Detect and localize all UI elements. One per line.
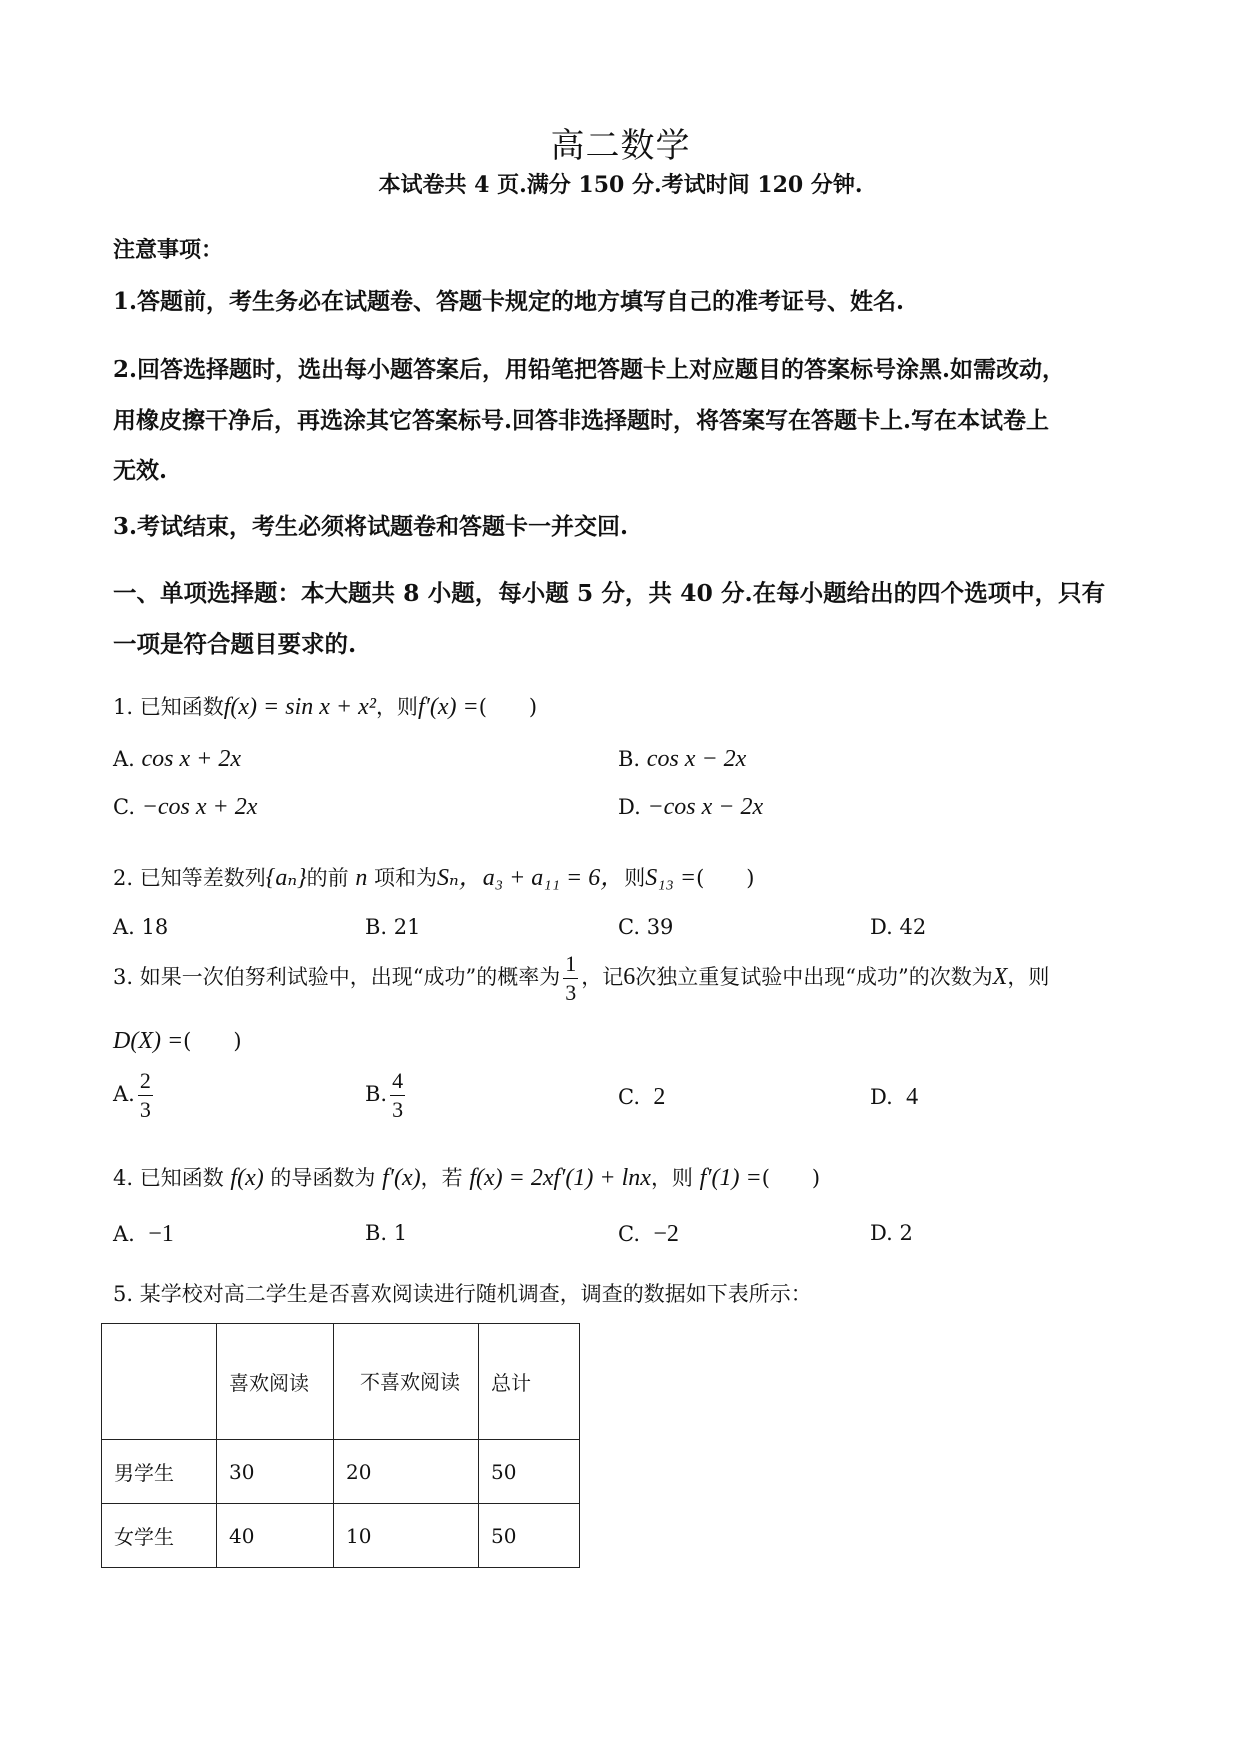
question-text: 的前 [306,866,349,890]
question-text: ，则 [375,695,418,719]
table-cell: 男学生 [102,1440,217,1504]
option-text: −1 [148,1221,174,1247]
question-text: 如果一次伯努利试验中，出现“成功”的概率为 [139,965,561,989]
option-text: −cos x + 2x [141,794,258,820]
option-letter: B. [365,915,388,939]
math-expression: Sₙ， [437,865,483,891]
question-number: 4. [113,1166,134,1190]
question-2 [113,857,754,892]
option-letter: D. [870,1085,893,1109]
fraction [138,1070,153,1121]
question-text: ，则 [650,1166,693,1190]
numerator: 1 [563,953,578,979]
table-cell: 10 [334,1504,479,1568]
option-text: 1 [393,1221,408,1245]
table-cell: 30 [217,1440,334,1504]
q3-option-a [113,1070,156,1121]
denominator: 3 [565,980,577,1005]
numerator: 2 [138,1070,153,1096]
option-letter: D. [870,1221,893,1245]
question-text: 已知函数 [139,695,224,719]
option-text: 42 [899,915,927,939]
section-heading-line-2: 一项是符合题目要求的. [113,630,357,658]
math-expression: f(x) = 2xf′(1) + lnx [469,1165,651,1191]
notice-item-1: 1.答题前，考生务必在试题卷、答题卡规定的地方填写自己的准考证号、姓名. [113,288,905,315]
option-letter: D. [870,915,893,939]
denominator: 3 [139,1097,151,1122]
notice-item-3: 3.考试结束，考生必须将试题卷和答题卡一并交回. [113,513,629,540]
denominator: 3 [392,1097,404,1122]
option-letter: B. [365,1082,388,1106]
question-text: 的导函数为 [270,1166,376,1190]
question-3-line-2 [113,1025,242,1055]
q2-option-c [618,915,673,939]
question-number: 1. [113,695,134,719]
q4-option-b [365,1221,407,1245]
answer-paren: ( ) [478,695,538,719]
math-expression: f′(x) = [417,694,479,720]
option-text: 21 [393,915,421,939]
table-cell: 40 [217,1504,334,1568]
option-text: −2 [653,1221,679,1247]
option-text: −cos x − 2x [647,794,764,820]
option-letter: C. [618,1085,640,1109]
option-letter: C. [113,795,135,819]
math-expression: f′(1) = [699,1165,762,1191]
option-text: 39 [646,915,674,939]
table-row [102,1440,580,1504]
option-text: 4 [906,1084,919,1110]
page-title: 高二数学 [550,126,691,166]
exam-info: 本试卷共 4 页.满分 150 分.考试时间 120 分钟. [378,172,863,198]
math-expression: a₃ + a₁₁ = 6， [482,865,625,891]
option-text: 2 [653,1084,666,1110]
math-expression: f′(x) [382,1165,421,1191]
math-expression: S₁₃ = [645,865,697,891]
table-header-cell: 喜欢阅读 [217,1324,334,1440]
table-cell: 20 [334,1440,479,1504]
q1-option-c [113,794,257,821]
q3-option-d [870,1084,918,1111]
question-number: 2. [113,866,134,890]
q1-option-b [618,746,746,773]
section-heading-line-1: 一、单项选择题：本大题共 8 小题，每小题 5 分，共 40 分.在每小题给出的四个选项中，只有 [113,579,1106,607]
q1-option-d [618,794,763,821]
question-text: 次独立重复试验中出现“成功”的次数为 [635,965,993,989]
notice-item-2-line-1: 2.回答选择题时，选出每小题答案后，用铅笔把答题卡上对应题目的答案标号涂黑.如需改动， [113,356,1066,383]
math-expression: n [355,865,368,891]
option-letter: B. [618,747,641,771]
q3-option-c [618,1084,665,1111]
question-4 [113,1162,820,1192]
math-expression: {aₙ} [265,865,307,891]
table-header-row [102,1324,580,1440]
math-expression: f(x) [230,1165,264,1191]
table-cell: 50 [479,1504,580,1568]
table-cell: 50 [479,1440,580,1504]
option-letter: A. [113,915,135,939]
option-text: cos x − 2x [646,746,747,772]
notice-heading: 注意事项： [113,237,224,263]
answer-paren: ( ) [761,1166,821,1190]
fraction [390,1070,405,1121]
notice-item-2-line-3: 无效. [113,457,168,484]
question-text: ，则 [1007,965,1050,989]
option-letter: A. [113,747,135,771]
q4-option-a [113,1221,174,1248]
q1-option-a [113,746,241,773]
question-text: 已知函数 [139,1166,224,1190]
question-1 [113,691,537,721]
table-header-cell [102,1324,217,1440]
option-text: 18 [141,915,169,939]
option-letter: C. [618,1222,640,1246]
question-text: ，记 [581,965,624,989]
option-letter: B. [365,1221,388,1245]
numerator: 4 [390,1070,405,1096]
table-header-cell: 总计 [479,1324,580,1440]
question-3 [113,953,1049,1004]
option-text: cos x + 2x [141,746,242,772]
question-text: 某学校对高二学生是否喜欢阅读进行随机调查，调查的数据如下表所示： [139,1282,812,1306]
question-number: 3. [113,965,134,989]
notice-item-2-line-2: 用橡皮擦干净后，再选涂其它答案标号.回答非选择题时，将答案写在答题卡上.写在本试卷上 [113,407,1050,434]
option-letter: A. [113,1222,135,1246]
q2-option-d [870,915,926,939]
survey-table [101,1323,580,1568]
math-expression: f(x) = sin x + x² [223,694,376,720]
question-text: 已知等差数列 [139,866,266,890]
question-number: 5. [113,1282,134,1306]
option-letter: D. [618,795,641,819]
q3-option-b [365,1070,408,1121]
question-text: ，若 [420,1166,463,1190]
option-text: 2 [899,1221,913,1245]
option-letter: C. [618,915,640,939]
math-expression: X [992,964,1008,990]
q2-option-b [365,915,421,939]
q4-option-d [870,1221,913,1245]
table-header-cell: 不喜欢阅读 [334,1324,479,1440]
question-5 [113,1278,812,1308]
q4-option-c [618,1221,679,1248]
math-expression: D(X) = [113,1028,184,1054]
answer-paren: ( ) [183,1029,242,1053]
table-row [102,1504,580,1568]
math-expression: 6 [623,964,636,990]
q2-option-a [113,915,168,939]
table-cell: 女学生 [102,1504,217,1568]
question-text: 项和为 [374,866,438,890]
fraction [563,953,578,1004]
option-letter: A. [113,1082,135,1106]
question-text: 则 [624,866,646,890]
answer-paren: ( ) [696,866,755,890]
